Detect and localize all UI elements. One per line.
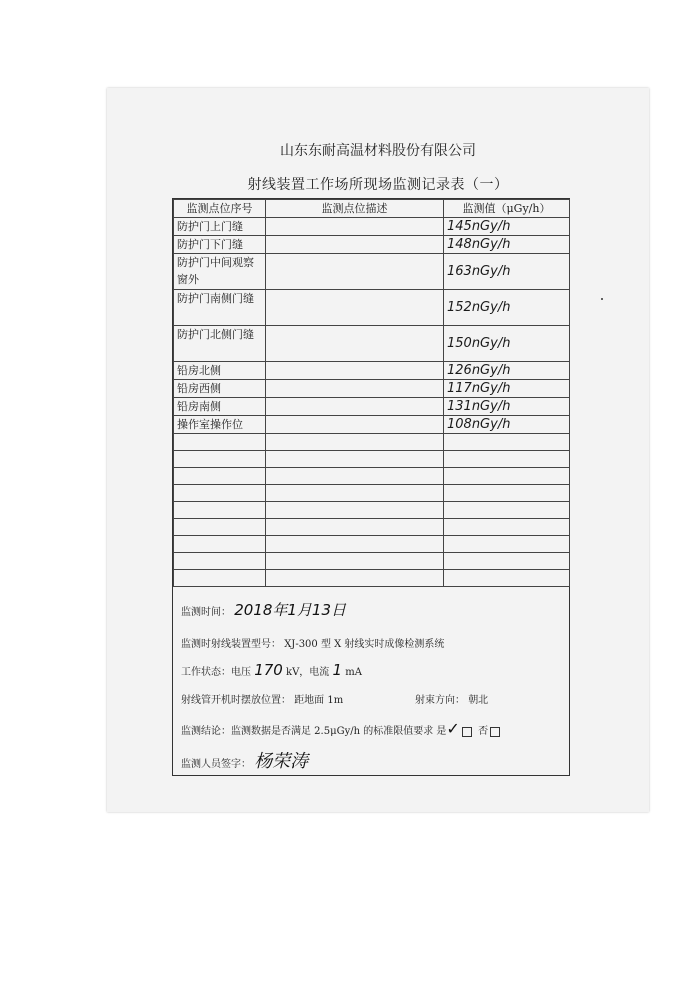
direction-value: 朝北 — [468, 695, 489, 706]
empty-row — [174, 502, 570, 519]
value-cell: 131nGy/h — [444, 398, 570, 416]
table-row — [174, 416, 570, 434]
ink-speck — [601, 298, 603, 300]
point-cell: 铅房西侧 — [174, 380, 266, 398]
description-cell — [266, 254, 444, 290]
form-title: 射线装置工作场所现场监测记录表（一） — [247, 177, 509, 193]
table-row — [174, 398, 570, 416]
working-status-line — [181, 661, 362, 679]
empty-row — [174, 434, 570, 451]
value-cell: 126nGy/h — [444, 362, 570, 380]
value-cell: 150nGy/h — [444, 326, 570, 362]
description-cell — [266, 398, 444, 416]
value-cell: 148nGy/h — [444, 236, 570, 254]
table-row — [174, 236, 570, 254]
value-cell: 152nGy/h — [444, 290, 570, 326]
point-cell: 铅房北侧 — [174, 362, 266, 380]
table-header-row — [174, 200, 570, 218]
table-row — [174, 326, 570, 362]
device-model-line — [181, 635, 444, 650]
description-cell — [266, 218, 444, 236]
description-cell — [266, 362, 444, 380]
empty-row — [174, 570, 570, 587]
voltage-unit: kV，电流 — [286, 667, 330, 678]
monitoring-table — [173, 199, 570, 587]
model-label: 监测时射线装置型号： — [181, 639, 281, 650]
conclusion-line — [181, 719, 500, 738]
company-name: 山东东耐高温材料股份有限公司 — [280, 143, 476, 159]
table-row — [174, 290, 570, 326]
voltage-value: 170 — [254, 661, 283, 679]
empty-row — [174, 468, 570, 485]
signer-label: 监测人员签字： — [181, 759, 251, 770]
value-cell: 108nGy/h — [444, 416, 570, 434]
empty-row — [174, 553, 570, 570]
beam-direction-line — [415, 691, 488, 706]
position-value: 距地面 1m — [294, 695, 344, 706]
column-header: 监测点位描述 — [266, 200, 444, 218]
column-header: 监测值（μGy/h） — [444, 200, 570, 218]
monitoring-time-line — [181, 599, 346, 620]
check-mark-icon: ✓ — [446, 719, 460, 738]
record-form — [172, 198, 570, 776]
yes-checkbox — [462, 727, 472, 737]
position-label: 射线管开机时摆放位置： — [181, 695, 291, 706]
no-checkbox — [490, 727, 500, 737]
empty-row — [174, 451, 570, 468]
point-cell: 防护门下门缝 — [174, 236, 266, 254]
description-cell — [266, 380, 444, 398]
table-row — [174, 254, 570, 290]
conclusion-label: 监测结论：监测数据是否满足 2.5μGy/h 的标准限值要求 — [181, 726, 434, 737]
yes-label: 是 — [436, 726, 447, 737]
direction-label: 射束方向： — [415, 695, 465, 706]
value-cell: 163nGy/h — [444, 254, 570, 290]
description-cell — [266, 416, 444, 434]
time-value: 2018年1月13日 — [234, 601, 346, 619]
signature-value: 杨荣涛 — [254, 751, 309, 772]
time-label: 监测时间： — [181, 607, 231, 618]
point-cell: 防护门中间观察窗外 — [174, 254, 266, 290]
description-cell — [266, 290, 444, 326]
description-cell — [266, 326, 444, 362]
current-value: 1 — [332, 661, 343, 679]
value-cell: 117nGy/h — [444, 380, 570, 398]
value-cell: 145nGy/h — [444, 218, 570, 236]
signature-line — [181, 747, 308, 773]
point-cell: 防护门上门缝 — [174, 218, 266, 236]
table-row — [174, 362, 570, 380]
point-cell: 铅房南侧 — [174, 398, 266, 416]
point-cell: 防护门南侧门缝 — [174, 290, 266, 326]
current-unit: mA — [345, 667, 362, 678]
empty-row — [174, 536, 570, 553]
empty-row — [174, 485, 570, 502]
column-header: 监测点位序号 — [174, 200, 266, 218]
model-value: XJ-300 型 X 射线实时成像检测系统 — [284, 639, 445, 650]
table-row — [174, 380, 570, 398]
status-label: 工作状态：电压 — [181, 667, 251, 678]
description-cell — [266, 236, 444, 254]
empty-row — [174, 519, 570, 536]
point-cell: 操作室操作位 — [174, 416, 266, 434]
point-cell: 防护门北侧门缝 — [174, 326, 266, 362]
table-row — [174, 218, 570, 236]
tube-position-line — [181, 691, 343, 706]
no-label: 否 — [478, 726, 489, 737]
